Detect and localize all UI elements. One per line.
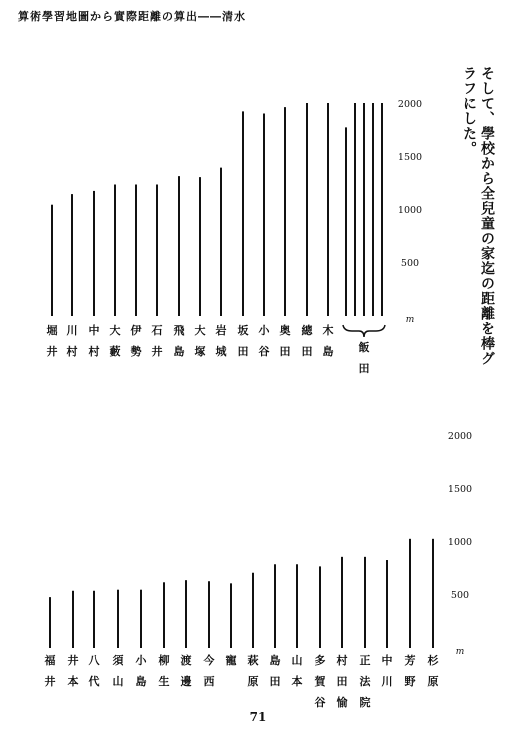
chart2-label-9-char-0: 萩 — [247, 654, 259, 667]
chart1-label-12-char-1: 田 — [301, 345, 313, 358]
chart1-label-1-char-1: 村 — [66, 345, 78, 358]
chart2-label-16-char-0: 芳 — [404, 654, 416, 667]
chart2-label-4-char-1: 島 — [135, 675, 147, 688]
chart1-label-3-char-1: 藪 — [109, 345, 121, 358]
chart2-label-1-char-1: 本 — [67, 675, 79, 688]
chart1-label-13-char-1: 島 — [322, 345, 334, 358]
chart2-label-13-char-1: 田 — [336, 675, 348, 688]
chart1-label-9-char-1: 田 — [237, 345, 249, 358]
chart2-label-14-char-1: 法 — [359, 675, 371, 688]
chart1-ytick-500: 500 — [400, 258, 420, 269]
chart1-label-4-char-1: 勢 — [130, 345, 142, 358]
chart1-group-label-char-1: 田 — [358, 362, 370, 375]
chart2-label-10-char-1: 田 — [269, 675, 281, 688]
chart2-unit-label: m — [455, 647, 465, 657]
chart2-label-17-char-1: 原 — [427, 675, 439, 688]
chart2-label-17-char-0: 杉 — [427, 654, 439, 667]
chart2-label-13-char-2: 愉 — [336, 696, 348, 709]
chart1-label-9-char-0: 坂 — [237, 324, 249, 337]
chart1-label-1-char-0: 川 — [66, 324, 78, 337]
chart1-label-3-char-0: 大 — [109, 324, 121, 337]
chart2-label-5-char-1: 生 — [158, 675, 170, 688]
chart1-label-11-char-1: 田 — [279, 345, 291, 358]
chart1-label-0-char-1: 井 — [46, 345, 58, 358]
chart1-label-7-char-0: 大 — [194, 324, 206, 337]
chart1-ytick-1000: 1000 — [397, 205, 423, 216]
chart2-label-14-char-0: 正 — [359, 654, 371, 667]
chart2-label-12-char-0: 多 — [314, 654, 326, 667]
chart2-ytick-2000: 2000 — [447, 431, 473, 442]
chart2-label-5-char-0: 柳 — [158, 654, 170, 667]
chart1-label-10-char-0: 小 — [258, 324, 270, 337]
chart2-label-9-char-1: 原 — [247, 675, 259, 688]
chart2-label-12-char-1: 賀 — [314, 675, 326, 688]
chart2-label-3-char-0: 須 — [112, 654, 124, 667]
chart2-label-15-char-1: 川 — [381, 675, 393, 688]
chart2-label-7-char-1: 西 — [203, 675, 215, 688]
running-header: 算術學習地圖から實際距離の算出――清水 — [18, 10, 246, 23]
page-number: 71 — [249, 710, 267, 724]
chart2-label-7-char-0: 今 — [203, 654, 215, 667]
chart2-label-6-char-0: 渡 — [180, 654, 192, 667]
chart1-label-5-char-1: 井 — [151, 345, 163, 358]
chart2-label-0-char-0: 福 — [44, 654, 56, 667]
chart1-label-11-char-0: 奥 — [279, 324, 291, 337]
chart1-label-4-char-0: 伊 — [130, 324, 142, 337]
chart1-label-5-char-0: 石 — [151, 324, 163, 337]
chart2-label-2-char-0: 八 — [88, 654, 100, 667]
chart2-label-12-char-2: 谷 — [314, 696, 326, 709]
chart2-label-1-char-0: 井 — [67, 654, 79, 667]
chart2-label-15-char-0: 中 — [381, 654, 393, 667]
chart1-label-7-char-1: 塚 — [194, 345, 206, 358]
chart1-label-8-char-0: 岩 — [215, 324, 227, 337]
chart1-label-6-char-1: 島 — [173, 345, 185, 358]
chart2-label-10-char-0: 島 — [269, 654, 281, 667]
chart1-ytick-2000: 2000 — [397, 99, 423, 110]
chart2-label-16-char-1: 野 — [404, 675, 416, 688]
chart2-label-11-char-0: 山 — [291, 654, 303, 667]
chart2-label-13-char-0: 村 — [336, 654, 348, 667]
chart2-label-3-char-1: 山 — [112, 675, 124, 688]
chart1-label-13-char-0: 木 — [322, 324, 334, 337]
chart2-ytick-500: 500 — [450, 590, 470, 601]
chart2-label-8-char-0: 寵 — [225, 654, 237, 667]
chart1-label-12-char-0: 總 — [301, 324, 313, 337]
chart1-label-2-char-0: 中 — [88, 324, 100, 337]
chart2-label-6-char-1: 邊 — [180, 675, 192, 688]
chart2-label-4-char-0: 小 — [135, 654, 147, 667]
chart1-label-2-char-1: 村 — [88, 345, 100, 358]
chart1-label-6-char-0: 飛 — [173, 324, 185, 337]
chart2-ytick-1000: 1000 — [447, 537, 473, 548]
chart2-label-2-char-1: 代 — [88, 675, 100, 688]
chart1-unit-label: m — [405, 315, 415, 325]
caption-text: そして、學校から全兒童の家迄の距離を棒グラフにした。 — [461, 66, 495, 366]
chart2-ytick-1500: 1500 — [447, 484, 473, 495]
chart1-ytick-1500: 1500 — [397, 152, 423, 163]
chart2-label-0-char-1: 井 — [44, 675, 56, 688]
chart1-group-bracket — [343, 325, 385, 337]
chart2-label-11-char-1: 本 — [291, 675, 303, 688]
chart1-label-0-char-0: 堀 — [46, 324, 58, 337]
chart1-group-label-char-0: 飯 — [358, 341, 370, 354]
chart1-label-8-char-1: 城 — [215, 345, 227, 358]
chart2-label-14-char-2: 院 — [359, 696, 371, 709]
chart1-label-10-char-1: 谷 — [258, 345, 270, 358]
